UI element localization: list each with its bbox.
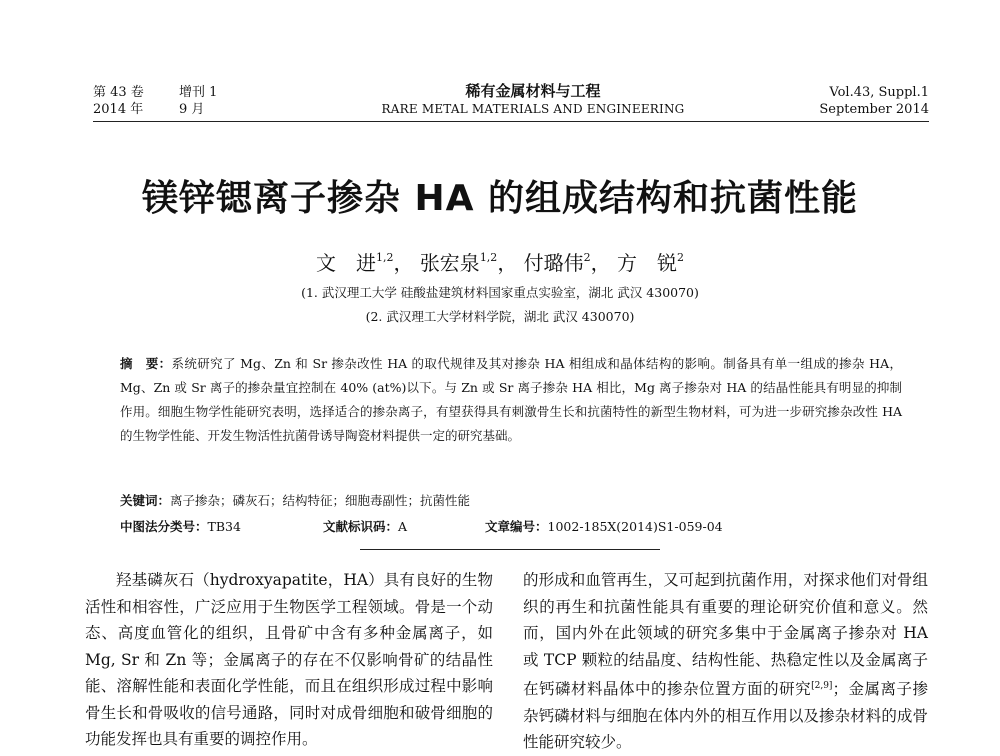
- abstract-label: 摘 要：: [120, 356, 172, 371]
- clc-value: TB34: [207, 519, 241, 534]
- separator-rule: [360, 549, 660, 550]
- keywords-text: 离子掺杂；磷灰石；结构特征；细胞毒副性；抗菌性能: [170, 493, 471, 508]
- author-affiliation-marker: 2: [677, 251, 685, 264]
- body-column-left: [85, 567, 493, 753]
- clc-field: [120, 518, 241, 536]
- clc-label: 中图法分类号：: [120, 519, 208, 534]
- article-number-value: 1002-185X(2014)S1-059-04: [547, 519, 723, 534]
- article-number-label: 文章编号：: [485, 519, 548, 534]
- affiliation-1: (1. 武汉理工大学 硅酸盐建筑材料国家重点实验室，湖北 武汉 430070): [301, 285, 699, 300]
- journal-header: [93, 80, 929, 122]
- journal-name-cn: 稀有金属材料与工程: [465, 82, 601, 100]
- body-text-right-b: ；金属离子掺杂钙磷材料与细胞在体内外的相互作用以及掺杂材料的成骨性能研究较少。: [523, 680, 928, 751]
- author-affiliation-marker: 2: [583, 251, 591, 264]
- volume-en: Vol.43, Suppl.1: [829, 85, 929, 100]
- header-rule: [93, 121, 929, 122]
- author-name: 文 进: [315, 251, 376, 275]
- citation-ref: [2,9]: [811, 681, 833, 691]
- volume-cn: 第 43 卷: [93, 85, 144, 100]
- affiliation-2: (2. 武汉理工大学材料学院，湖北 武汉 430070): [365, 309, 635, 324]
- keywords: [120, 492, 902, 510]
- header-left: [93, 84, 217, 118]
- author-affiliation-marker: 1,2: [375, 251, 394, 264]
- author-list: [0, 245, 1000, 276]
- year-cn: 2014 年: [93, 102, 144, 117]
- author-separator: ，: [393, 251, 414, 275]
- doc-code-label: 文献标识码：: [323, 519, 399, 534]
- author-affiliation-marker: 1,2: [479, 251, 498, 264]
- author-name: 付璐伟: [523, 251, 584, 275]
- author-separator: ，: [497, 251, 518, 275]
- abstract-text: 系统研究了 Mg、Zn 和 Sr 掺杂改性 HA 的取代规律及其对掺杂 HA 相组成和晶体结构的影响。制备具有单一组成的掺杂 HA，Mg、Zn 或 Sr 离子的掺杂量宜控制在 40% (at%)以下。与 Zn 或 Sr 离子掺杂 HA 相比，Mg 离子掺杂对 HA 的结晶性能具有明显的抑制作用。细胞生物学性能研究表明，选择适合的掺杂离子，有望获得具有刺激骨生长和抗菌特性的新型生物材料，可为进一步研究掺杂改性 HA 的生物学性能、开发生物活性抗菌骨诱导陶瓷材料提供一定的研究基础。: [120, 356, 902, 443]
- doc-code-value: A: [398, 519, 408, 534]
- body-paragraph-right: [523, 567, 928, 756]
- body-text-right-a: 的形成和血管再生，又可起到抗菌作用，对探求他们对骨组织的再生和抗菌性能具有重要的理论研究价值和意义。然而，国内外在此领域的研究多集中于金属离子掺杂对 HA 或 TCP 颗粒的结晶度、结构性能、热稳定性以及金属离子在钙磷材料晶体中的掺杂位置方面的研究: [523, 571, 928, 698]
- month-cn: 9 月: [179, 102, 205, 117]
- body-paragraph-left: 羟基磷灰石（hydroxyapatite，HA）具有良好的生物活性和相容性，广泛应用于生物医学工程领域。骨是一个动态、高度血管化的组织，且骨矿中含有多种金属离子，如 Mg, Sr 和 Zn 等；金属离子的存在不仅影响骨矿的结晶性能、溶解性能和表面化学性能，而且在组织形成过程中影响骨生长和骨吸收的信号通路，同时对成骨细胞和破骨细胞的功能发挥也具有重要的调控作用。: [85, 571, 493, 748]
- date-en: September 2014: [819, 102, 929, 117]
- issue-cn: 增刊 1: [179, 85, 218, 100]
- keywords-label: 关键词：: [120, 493, 171, 508]
- header-center: [363, 82, 703, 117]
- abstract: [120, 352, 902, 448]
- paper-title: 镁锌锶离子掺杂 HA 的组成结构和抗菌性能: [141, 178, 859, 219]
- author-separator: ，: [590, 251, 611, 275]
- header-right: [819, 84, 929, 118]
- journal-name-en: RARE METAL MATERIALS AND ENGINEERING: [381, 102, 685, 116]
- author-name: 张宏泉: [419, 251, 480, 275]
- doc-code-field: [323, 518, 407, 536]
- article-number-field: [485, 518, 723, 536]
- author-name: 方 锐: [617, 251, 678, 275]
- body-column-right: [523, 567, 928, 756]
